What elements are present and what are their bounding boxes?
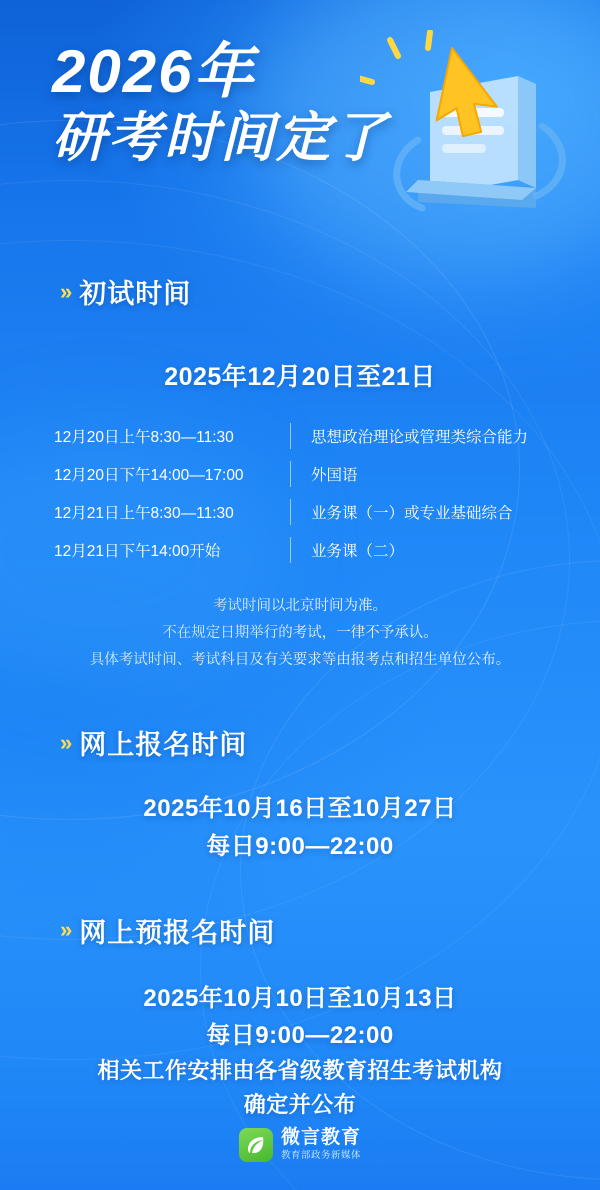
cursor-card-illustration bbox=[360, 30, 580, 245]
exam-note-line: 不在规定日期举行的考试，一律不予承认。 bbox=[162, 624, 438, 641]
poster-title-year: 2026年 bbox=[52, 38, 256, 105]
logo-text-block bbox=[281, 1128, 361, 1161]
exam-notes bbox=[0, 593, 600, 673]
chevron-right-icon: » bbox=[60, 917, 70, 943]
schedule-subject: 思想政治理论或管理类综合能力 bbox=[311, 429, 529, 446]
schedule-time: 12月20日上午8:30—11:30 bbox=[54, 429, 234, 446]
poster-header bbox=[0, 0, 600, 240]
schedule-time: 12月21日下午14:00开始 bbox=[54, 543, 221, 560]
schedule-subject: 外国语 bbox=[311, 467, 358, 484]
table-row bbox=[52, 533, 548, 567]
first-exam-date: 2025年12月20日至21日 bbox=[164, 363, 436, 391]
exam-note-line: 具体考试时间、考试科目及有关要求等由报考点和招生单位公布。 bbox=[89, 651, 511, 668]
exam-note-line: 考试时间以北京时间为准。 bbox=[213, 598, 387, 614]
column-divider bbox=[290, 499, 291, 525]
pre-registration-line: 每日9:00—22:00 bbox=[206, 1022, 394, 1049]
schedule-subject: 业务课（二） bbox=[311, 543, 405, 560]
schedule-time: 12月20日下午14:00—17:00 bbox=[54, 467, 244, 484]
section-title-first-exam: 初试时间 bbox=[79, 279, 192, 309]
chevron-right-icon: » bbox=[60, 729, 70, 755]
section-header-first-exam bbox=[0, 272, 600, 311]
section-title-pre-registration: 网上预报名时间 bbox=[79, 917, 276, 948]
schedule-time: 12月21日上午8:30—11:30 bbox=[54, 505, 234, 522]
section-title-online-registration: 网上报名时间 bbox=[79, 730, 248, 761]
column-divider bbox=[290, 537, 291, 563]
registration-line: 每日9:00—22:00 bbox=[206, 832, 394, 860]
title-block bbox=[52, 40, 388, 168]
logo-sub-text: 教育部政务新媒体 bbox=[280, 1150, 361, 1162]
pre-registration-line: 2025年10月10日至10月13日 bbox=[143, 984, 457, 1012]
logo-main-text: 微言教育 bbox=[280, 1127, 361, 1149]
leaf-icon bbox=[239, 1128, 273, 1162]
pre-registration-details bbox=[0, 980, 600, 1123]
registration-line: 2025年10月16日至10月27日 bbox=[143, 795, 457, 823]
table-row bbox=[52, 419, 548, 453]
poster-title-main: 研考时间定了 bbox=[52, 108, 388, 168]
pre-registration-line: 相关工作安排由各省级教育招生考试机构 bbox=[97, 1058, 503, 1084]
exam-schedule-table bbox=[52, 419, 548, 567]
online-registration-details bbox=[0, 790, 600, 864]
column-divider bbox=[290, 461, 291, 487]
pre-registration-line: 确定并公布 bbox=[243, 1092, 357, 1118]
column-divider bbox=[290, 423, 291, 449]
footer-logo bbox=[0, 1128, 600, 1162]
schedule-subject: 业务课（一）或专业基础综合 bbox=[311, 505, 513, 522]
chevron-right-icon: » bbox=[60, 278, 70, 304]
table-row bbox=[52, 495, 548, 529]
table-row bbox=[52, 457, 548, 491]
section-header-online-registration bbox=[0, 723, 600, 762]
section-header-pre-registration bbox=[0, 911, 600, 950]
